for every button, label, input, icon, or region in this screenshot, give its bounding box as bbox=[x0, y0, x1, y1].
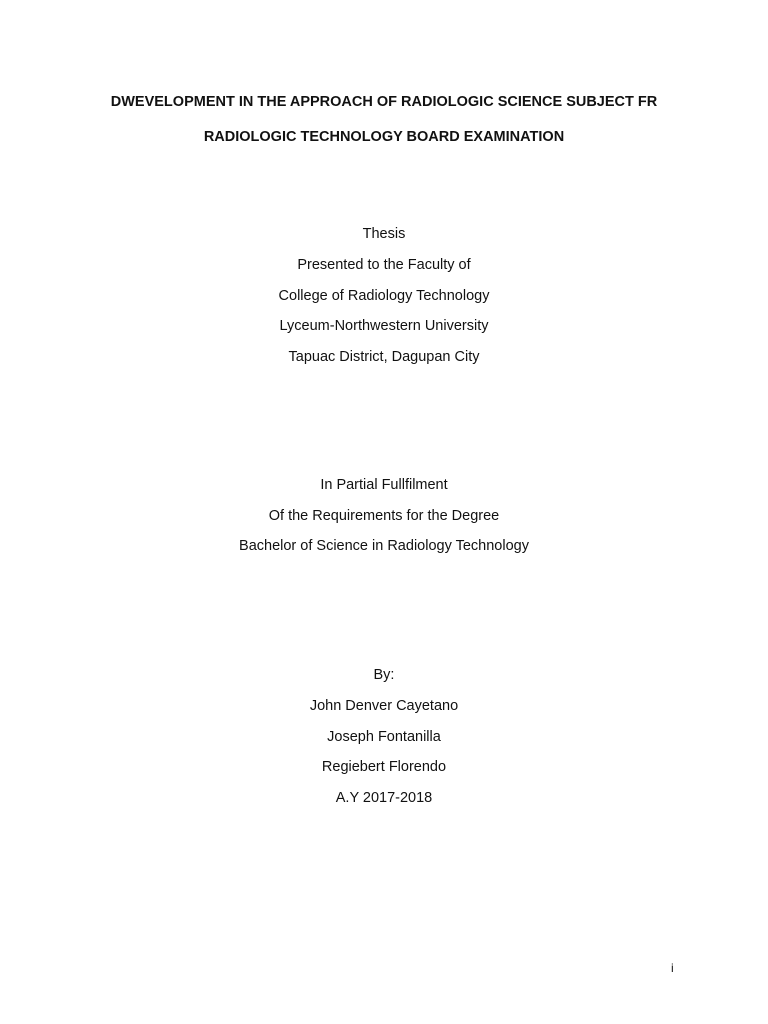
university-line: Lyceum-Northwestern University bbox=[279, 318, 489, 334]
by-label: By: bbox=[373, 667, 395, 683]
requirements-line: Of the Requirements for the Degree bbox=[268, 508, 500, 524]
author-name: Regiebert Florendo bbox=[321, 759, 447, 775]
college-line: College of Radiology Technology bbox=[278, 288, 490, 304]
partial-fulfillment-line: In Partial Fullfilment bbox=[320, 477, 448, 493]
page-number: i bbox=[671, 961, 674, 975]
presented-to-line: Presented to the Faculty of bbox=[297, 257, 471, 273]
author-name: John Denver Cayetano bbox=[309, 698, 459, 714]
title-line-1: DWEVELOPMENT IN THE APPROACH OF RADIOLOGIC SCIENCE SUBJECT FR bbox=[110, 94, 658, 110]
document-type: Thesis bbox=[362, 226, 406, 242]
author-name: Joseph Fontanilla bbox=[327, 729, 441, 745]
degree-line: Bachelor of Science in Radiology Technology bbox=[239, 538, 529, 554]
title-line-2: RADIOLOGIC TECHNOLOGY BOARD EXAMINATION bbox=[203, 129, 565, 145]
location-line: Tapuac District, Dagupan City bbox=[288, 349, 480, 365]
academic-year: A.Y 2017-2018 bbox=[335, 790, 433, 806]
